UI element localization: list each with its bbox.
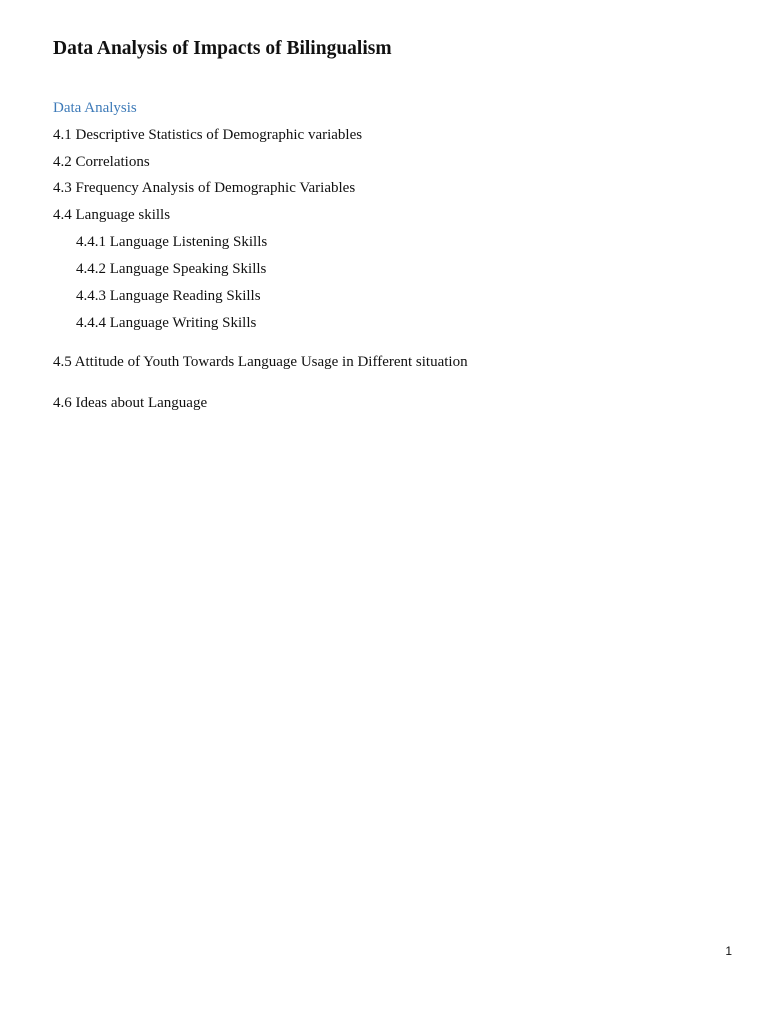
toc-entry-4-4-2[interactable]: 4.4.2 Language Speaking Skills xyxy=(76,261,267,277)
toc-entry-4-4-3[interactable]: 4.4.3 Language Reading Skills xyxy=(76,288,261,304)
toc-entry-4-4[interactable]: 4.4 Language skills xyxy=(53,207,171,223)
toc-entry-4-6[interactable]: 4.6 Ideas about Language xyxy=(53,395,208,411)
page-number: 1 xyxy=(725,944,732,958)
document-title: Data Analysis of Impacts of Bilingualism xyxy=(53,38,392,59)
toc-entry-4-1[interactable]: 4.1 Descriptive Statistics of Demographic variables xyxy=(53,127,363,143)
toc-entry-4-2[interactable]: 4.2 Correlations xyxy=(53,154,150,170)
toc-entry-4-4-1[interactable]: 4.4.1 Language Listening Skills xyxy=(76,234,268,250)
toc-heading-data-analysis[interactable]: Data Analysis xyxy=(53,100,137,116)
toc-entry-4-5[interactable]: 4.5 Attitude of Youth Towards Language Usage in Different situation xyxy=(53,354,468,370)
toc-entry-4-4-4[interactable]: 4.4.4 Language Writing Skills xyxy=(76,315,257,331)
toc-entry-4-3[interactable]: 4.3 Frequency Analysis of Demographic Variables xyxy=(53,180,356,196)
